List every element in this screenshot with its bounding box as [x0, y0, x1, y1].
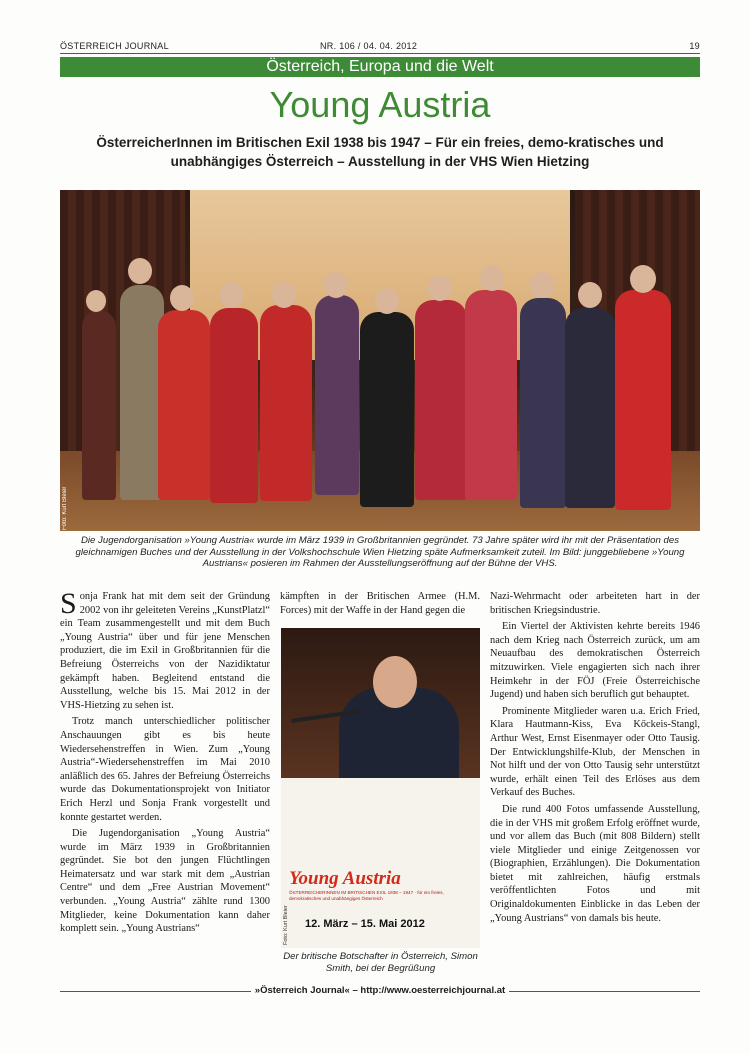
person [565, 308, 615, 508]
person [520, 298, 566, 508]
person [158, 310, 210, 500]
paragraph: Ein Viertel der Aktivisten kehrte bereits 1946 nach dem Krieg nach Österreich zurück, um am Neuaufbau des demokratischen Österreich mitzuwirken. Viele engagierten sich nach ihrer Heimkehr in der FÖJ (Freie Österreichische Jugend) und haben sich beruflich gut behauptet. [490, 621, 700, 701]
poster-date: 12. März – 15. Mai 2012 [305, 918, 425, 930]
head [375, 288, 399, 314]
drop-cap: S [60, 587, 77, 620]
paragraph-text: onja Frank hat mit dem seit der Gründung 2002 von ihr geleiteten Vereins „KunstPlatzl“ ein Team zusammengestellt und mit dem Buch „Young Austria“ über und für jene Menschen produziert, die im Exil in Großbritannien für die Befreiung Österreichs von der Nazidiktatur gekämpft haben. Begleitend entstand die Ausstellung, welche bis 15. Mai 2012 in der VHS-Hietzing zu sehen ist. [60, 591, 270, 711]
footer-text: »Österreich Journal« – http://www.oesterreichjournal.at [251, 985, 509, 996]
poster-title: Young Austria [289, 868, 401, 889]
running-header [60, 40, 700, 54]
head [272, 282, 296, 308]
head [480, 265, 504, 291]
photo-caption: Der britische Botschafter in Österreich, Simon Smith, bei der Begrüßung [283, 951, 478, 974]
publication-name: ÖSTERREICH JOURNAL [60, 41, 169, 51]
person [82, 310, 116, 500]
head [324, 272, 348, 298]
article-subtitle: ÖsterreicherInnen im Britischen Exil 1938 bis 1947 – Für ein freies, demo-kratisches und unabhängiges Österreich – Ausstellung in der VHS Wien Hietzing [96, 135, 664, 169]
text-column-2 [280, 590, 480, 620]
paragraph: Nazi-Wehrmacht oder arbeiteten hart in der britischen Kriegsindustrie. [490, 591, 700, 616]
person [415, 300, 467, 500]
person [615, 290, 671, 510]
photo-credit: Foto: Kurt Bleier [62, 486, 68, 530]
issue-number: NR. 106 / 04. 04. 2012 [320, 41, 418, 51]
photo-credit: Foto: Kurt Bleier [283, 905, 289, 945]
text-column-1 [60, 587, 270, 939]
head [86, 290, 106, 312]
poster-subtitle: ÖSTERREICHERINNEN IM BRITISCHEN EXIL 1938 – 1947 · für ein freies, demokratisches und unabhängiges Österreich [289, 890, 444, 901]
paragraph: Die Jugendorganisation „Young Austria“ wurde im März 1939 in Großbritannien gegründet. Sie bot den jungen Flüchtlingen Heimatersatz und war stark mit dem „Austrian Centre“ und dem „Free Austrian Movement“ verbunden. „Young Austria“ zählte rund 1300 Mitglieder, keine Dokumentation kann daher komplett sein. „Young Austrians“ [60, 828, 270, 935]
head [630, 265, 656, 293]
ambassador-photo [281, 628, 480, 948]
paragraph: kämpften in der Britischen Armee (H.M. Forces) mit der Waffe in der Hand gegen die [280, 591, 480, 616]
head [170, 285, 194, 311]
head [128, 258, 152, 284]
header-rule [60, 53, 700, 54]
person [465, 290, 517, 500]
head [220, 282, 244, 308]
section-bar: Österreich, Europa und die Welt [60, 57, 700, 77]
person [360, 312, 414, 507]
head [530, 272, 554, 298]
person [315, 295, 359, 495]
paragraph [60, 587, 270, 712]
page-number: 19 [689, 41, 700, 51]
footer [60, 985, 700, 996]
group-photo [60, 190, 700, 531]
head [578, 282, 602, 308]
paragraph: Prominente Mitglieder waren u.a. Erich Fried, Klara Hautmann-Kiss, Eva Kőckeis-Stangl, Arthur West, Ernst Eisenmayer oder Otto Tausig. Der Entwicklungshilfe-Klub, der Menschen in Not hilft und der von Otto Tausig sehr unterstützt wurde, erhält einen Teil des Erlöses aus dem Verkauf des Buches. [490, 705, 700, 799]
speaker-head [373, 656, 417, 708]
person [260, 305, 312, 501]
paragraph: Trotz manch unterschiedlicher politischer Anschauungen gibt es bis heute Wiedersehenstreffen in Wien. Zum „Young Austria“-Wiedersehenstreffen im Mai 2010 anläßlich des 65. Jahres der Befreiung Österreichs wurde das Dokumentationsprojekt von Initiator Erich Herzl und Sonja Frank vorgestellt und konnte gestartet werden. [60, 716, 270, 823]
text-column-3 [490, 590, 700, 928]
article-title: Young Austria [269, 84, 491, 125]
person [210, 308, 258, 503]
paragraph: Die rund 400 Fotos umfassende Ausstellung, die in der VHS mit großem Erfolg eröffnet wurde, und vor allem das Buch (mit 808 Bildern) stellt viele Mitglieder und einige Zeitgenossen vor (Biographien, Erzählungen). Die Dokumentation bietet mit zahlreichen, häufig erstmals veröffentlichten Fotos und mit Originaldokumenten Einblicke in das Leben der „Young Austrians“ von damals bis heute. [490, 803, 700, 924]
photo-caption: Die Jugendorganisation »Young Austria« wurde im März 1939 in Großbritannien gegründet. 73 Jahre später wird ihr mit der Präsentation des gleichnamigen Buches und der Ausstellung in der Volkshochschule Wien Hietzing späte Aufmerksamkeit zuteil. Im Bild: junggebliebene »Young Austrians« posieren im Rahmen der Ausstellungseröffnung auf der Bühne der VHS. [75, 535, 685, 569]
head [428, 275, 452, 301]
